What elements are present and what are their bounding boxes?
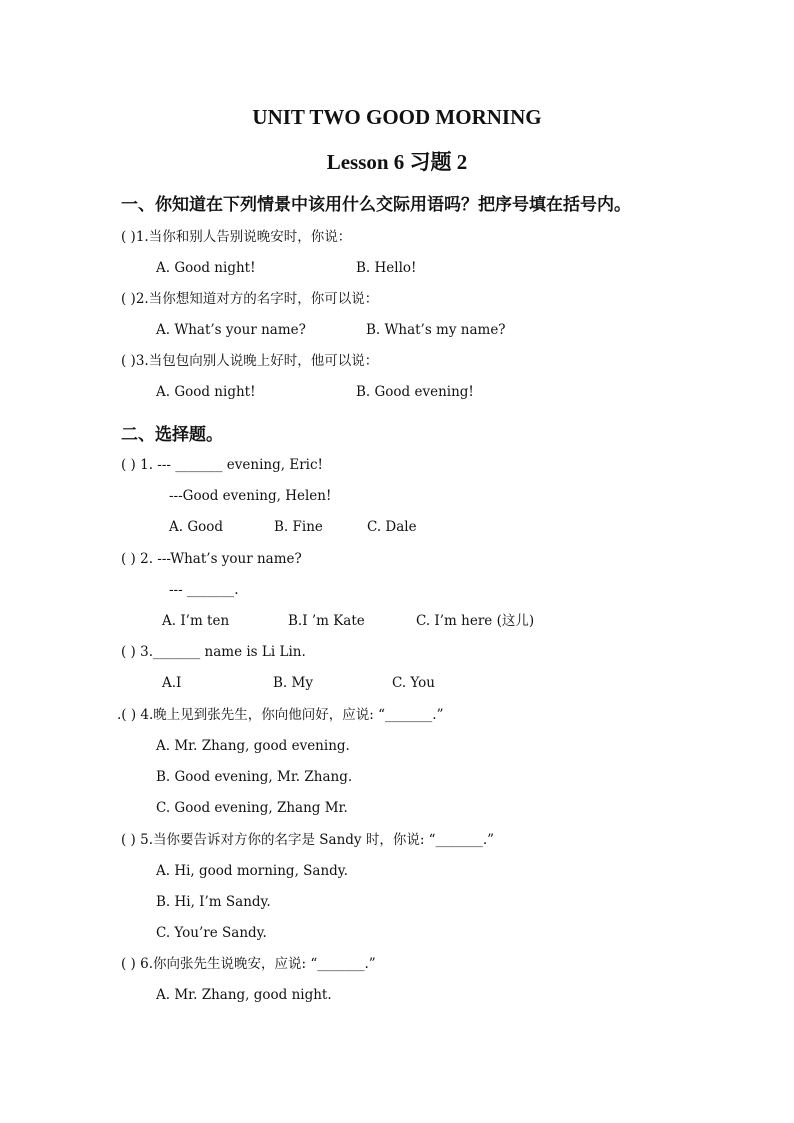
s1-q3-stem: ( )3.当包包向别人说晚上好时，他可以说： bbox=[121, 353, 379, 369]
s2-q3-stem: ( ) 3._______ name is Li Lin. bbox=[121, 644, 306, 660]
s2-q4-option-b: B. Good evening, Mr. Zhang. bbox=[156, 769, 353, 785]
s2-q2-option-b: B.I ’m Kate bbox=[288, 613, 365, 629]
section2-heading: 二、选择题。 bbox=[121, 425, 223, 445]
section1-heading: 一、你知道在下列情景中该用什么交际用语吗？把序号填在括号内。 bbox=[121, 195, 631, 215]
s2-q1-stem: ( ) 1. --- _______ evening, Eric! bbox=[121, 457, 323, 473]
s2-q3-option-c: C. You bbox=[392, 675, 435, 691]
s2-q6-option-a: A. Mr. Zhang, good night. bbox=[156, 987, 332, 1003]
s2-q2-stem: ( ) 2. ---What’s your name? bbox=[121, 551, 302, 567]
s2-q4-option-a: A. Mr. Zhang, good evening. bbox=[156, 738, 350, 754]
lesson-subtitle: Lesson 6 习题 2 bbox=[326, 150, 468, 174]
s2-q5-option-a: A. Hi, good morning, Sandy. bbox=[156, 863, 348, 879]
s1-q1-option-a: A. Good night! bbox=[156, 260, 256, 276]
s1-q2-option-a: A. What’s your name? bbox=[156, 322, 306, 338]
s2-q3-option-b: B. My bbox=[273, 675, 313, 691]
s2-q5-option-b: B. Hi, I’m Sandy. bbox=[156, 894, 271, 910]
s2-q1-option-a: A. Good bbox=[169, 519, 224, 535]
s2-q1-reply: ---Good evening, Helen! bbox=[169, 488, 332, 504]
s1-q3-option-b: B. Good evening! bbox=[356, 384, 474, 400]
s2-q4-option-c: C. Good evening, Zhang Mr. bbox=[156, 800, 348, 816]
s2-q5-stem: ( ) 5.当你要告诉对方你的名字是 Sandy 时，你说: “_______.” bbox=[121, 832, 495, 848]
s2-q3-option-a: A.I bbox=[162, 675, 182, 691]
page-title: UNIT TWO GOOD MORNING bbox=[252, 105, 542, 129]
s2-q1-option-b: B. Fine bbox=[274, 519, 323, 535]
s1-q3-option-a: A. Good night! bbox=[156, 384, 256, 400]
s1-q1-option-b: B. Hello! bbox=[356, 260, 417, 276]
s2-q2-reply: --- _______. bbox=[169, 582, 239, 598]
s2-q4-stem: .( ) 4.晚上见到张先生，你向他问好，应说: “_______.” bbox=[117, 707, 444, 723]
s2-q2-option-c: C. I’m here (这儿) bbox=[416, 613, 535, 629]
s1-q2-stem: ( )2.当你想知道对方的名字时，你可以说： bbox=[121, 291, 379, 307]
s2-q2-option-a: A. I’m ten bbox=[162, 613, 230, 629]
s2-q5-option-c: C. You’re Sandy. bbox=[156, 925, 267, 941]
s2-q6-stem: ( ) 6.你向张先生说晚安，应说: “_______.” bbox=[121, 956, 376, 972]
s1-q2-option-b: B. What’s my name? bbox=[366, 322, 506, 338]
s1-q1-stem: ( )1.当你和别人告别说晚安时，你说： bbox=[121, 229, 352, 245]
s2-q1-option-c: C. Dale bbox=[367, 519, 417, 535]
